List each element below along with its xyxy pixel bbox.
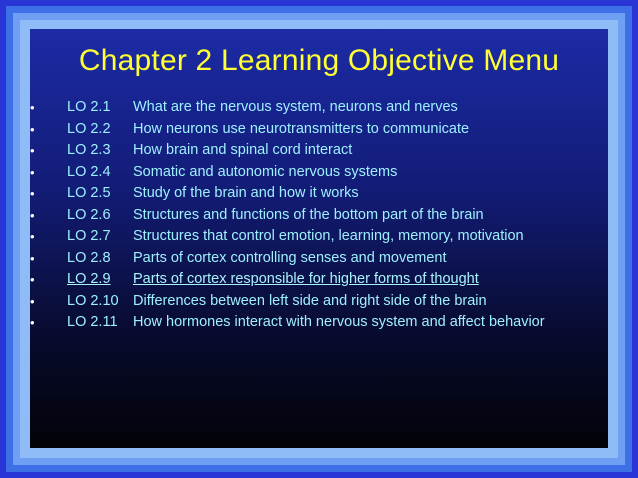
objective-code: LO 2.1 bbox=[67, 99, 111, 115]
bullet: • bbox=[30, 272, 35, 287]
objective-text: How neurons use neurotransmitters to communicate bbox=[133, 120, 470, 137]
objective-text: How brain and spinal cord interact bbox=[133, 142, 353, 158]
objective-code: LO 2.4 bbox=[67, 163, 111, 180]
bullet: • bbox=[30, 100, 35, 115]
objective-text: Structures and functions of the bottom part of the brain bbox=[133, 206, 484, 223]
bullet: • bbox=[30, 121, 35, 137]
objective-code: LO 2.5 bbox=[67, 185, 111, 201]
objective-text: Differences between left side and right side of the brain bbox=[133, 292, 487, 309]
objective-text: What are the nervous system, neurons and nerves bbox=[133, 99, 458, 115]
objective-code: LO 2.10 bbox=[67, 292, 119, 309]
objective-text: How hormones interact with nervous system and affect behavior bbox=[133, 314, 545, 330]
objective-text: Study of the brain and how it works bbox=[133, 185, 359, 201]
bullet: • bbox=[30, 293, 35, 309]
objective-code: LO 2.3 bbox=[67, 142, 111, 158]
bullet: • bbox=[30, 143, 35, 158]
objective-link-text[interactable]: Parts of cortex responsible for higher forms of thought bbox=[133, 271, 479, 287]
objective-text: Structures that control emotion, learning, memory, motivation bbox=[133, 228, 524, 244]
bullet: • bbox=[30, 229, 35, 244]
objective-text: Somatic and autonomic nervous systems bbox=[133, 163, 398, 180]
objective-code: LO 2.7 bbox=[67, 228, 111, 244]
bullet: • bbox=[30, 186, 35, 201]
bullet: • bbox=[30, 207, 35, 223]
slide-content bbox=[30, 29, 608, 448]
bullet: • bbox=[30, 315, 35, 330]
objective-code: LO 2.8 bbox=[67, 249, 111, 266]
objective-link-code[interactable]: LO 2.9 bbox=[67, 271, 111, 287]
objective-code: LO 2.2 bbox=[67, 120, 111, 137]
objective-text: Parts of cortex controlling senses and movement bbox=[133, 249, 447, 266]
slide-title: Chapter 2 Learning Objective Menu bbox=[78, 44, 560, 77]
bullet: • bbox=[30, 164, 35, 180]
bullet: • bbox=[30, 250, 35, 266]
objective-code: LO 2.6 bbox=[67, 206, 111, 223]
objective-code: LO 2.11 bbox=[67, 314, 118, 330]
